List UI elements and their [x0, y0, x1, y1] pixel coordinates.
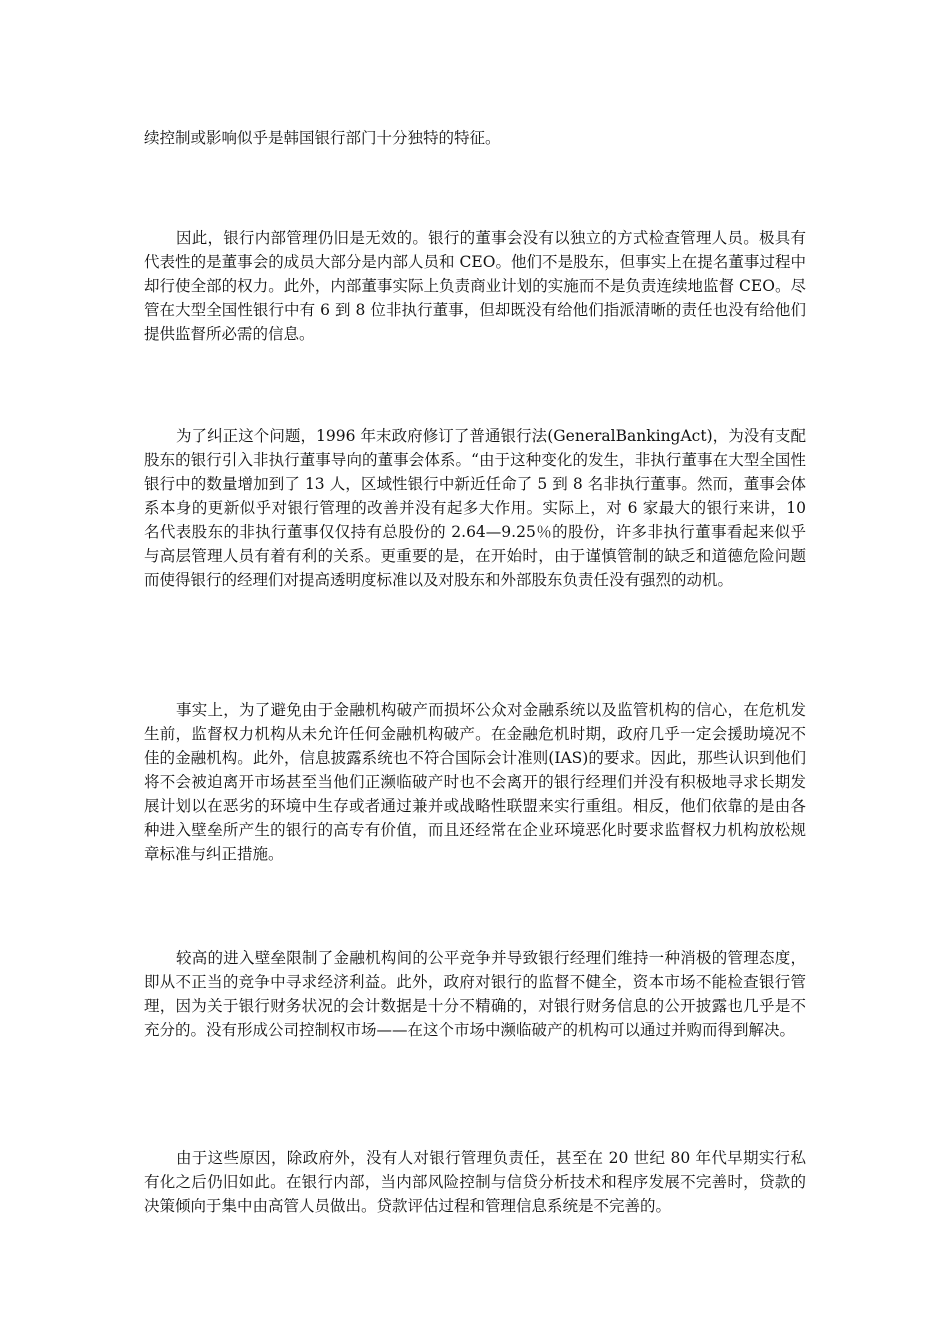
paragraph-6: 由于这些原因，除政府外，没有人对银行管理负责任，甚至在 20 世纪 80 年代早期实行私有化之后仍旧如此。在银行内部，当内部风险控制与信贷分析技术和程序发展不完善时，贷款的决策倾向于集中由高管人员做出。贷款评估过程和管理信息系统是不完善的。: [144, 1149, 806, 1215]
paragraph-4: 事实上，为了避免由于金融机构破产而损坏公众对金融系统以及监管机构的信心，在危机发生前，监督权力机构从未允许任何金融机构破产。在金融危机时期，政府几乎一定会援助境况不佳的金融机构。此外，信息披露系统也不符合国际会计准则(IAS)的要求。因此，那些认识到他们将不会被迫离开市场甚至当他们正濒临破产时也不会离开的银行经理们并没有积极地寻求长期发展计划以在恶劣的环境中生存或者通过兼并或战略性联盟来实行重组。相反，他们依靠的是由各种进入壁垒所产生的银行的高专有价值，而且还经常在企业环境恶化时要求监督权力机构放松规章标准与纠正措施。: [144, 701, 806, 863]
paragraph-2: 因此，银行内部管理仍旧是无效的。银行的董事会没有以独立的方式检查管理人员。极具有代表性的是董事会的成员大部分是内部人员和 CEO。他们不是股东，但事实上在提名董事过程中却行使全部的权力。此外，内部董事实际上负责商业计划的实施而不是负责连续地监督 CEO。尽管在大型全国性银行中有 6 到 8 位非执行董事，但却既没有给他们指派清晰的责任也没有给他们提供监督所必需的信息。: [144, 229, 806, 343]
paragraph-3: 为了纠正这个问题，1996 年末政府修订了普通银行法(GeneralBankingAct)，为没有支配股东的银行引入非执行董事导向的董事会体系。“由于这种变化的发生，非执行董事在大型全国性银行中的数量增加到了 13 人，区域性银行中新近任命了 5 到 8 名非执行董事。然而，董事会体系本身的更新似乎对银行管理的改善并没有起多大作用。实际上，对 6 家最大的银行来讲，10 名代表股东的非执行董事仅仅持有总股份的 2.64—9.25％的股份，许多非执行董事看起来似乎与高层管理人员有着有利的关系。更重要的是，在开始时，由于谨慎管制的缺乏和道德危险问题而使得银行的经理们对提高透明度标准以及对股东和外部股东负责任没有强烈的动机。: [144, 427, 806, 589]
paragraph-1: 续控制或影响似乎是韩国银行部门十分独特的特征。: [144, 129, 501, 147]
paragraph-5: 较高的进入壁垒限制了金融机构间的公平竞争并导致银行经理们维持一种消极的管理态度，即从不正当的竞争中寻求经济利益。此外，政府对银行的监督不健全，资本市场不能检查银行管理，因为关于银行财务状况的会计数据是十分不精确的，对银行财务信息的公开披露也几乎是不充分的。没有形成公司控制权市场——在这个市场中濒临破产的机构可以通过并购而得到解决。: [144, 949, 806, 1039]
